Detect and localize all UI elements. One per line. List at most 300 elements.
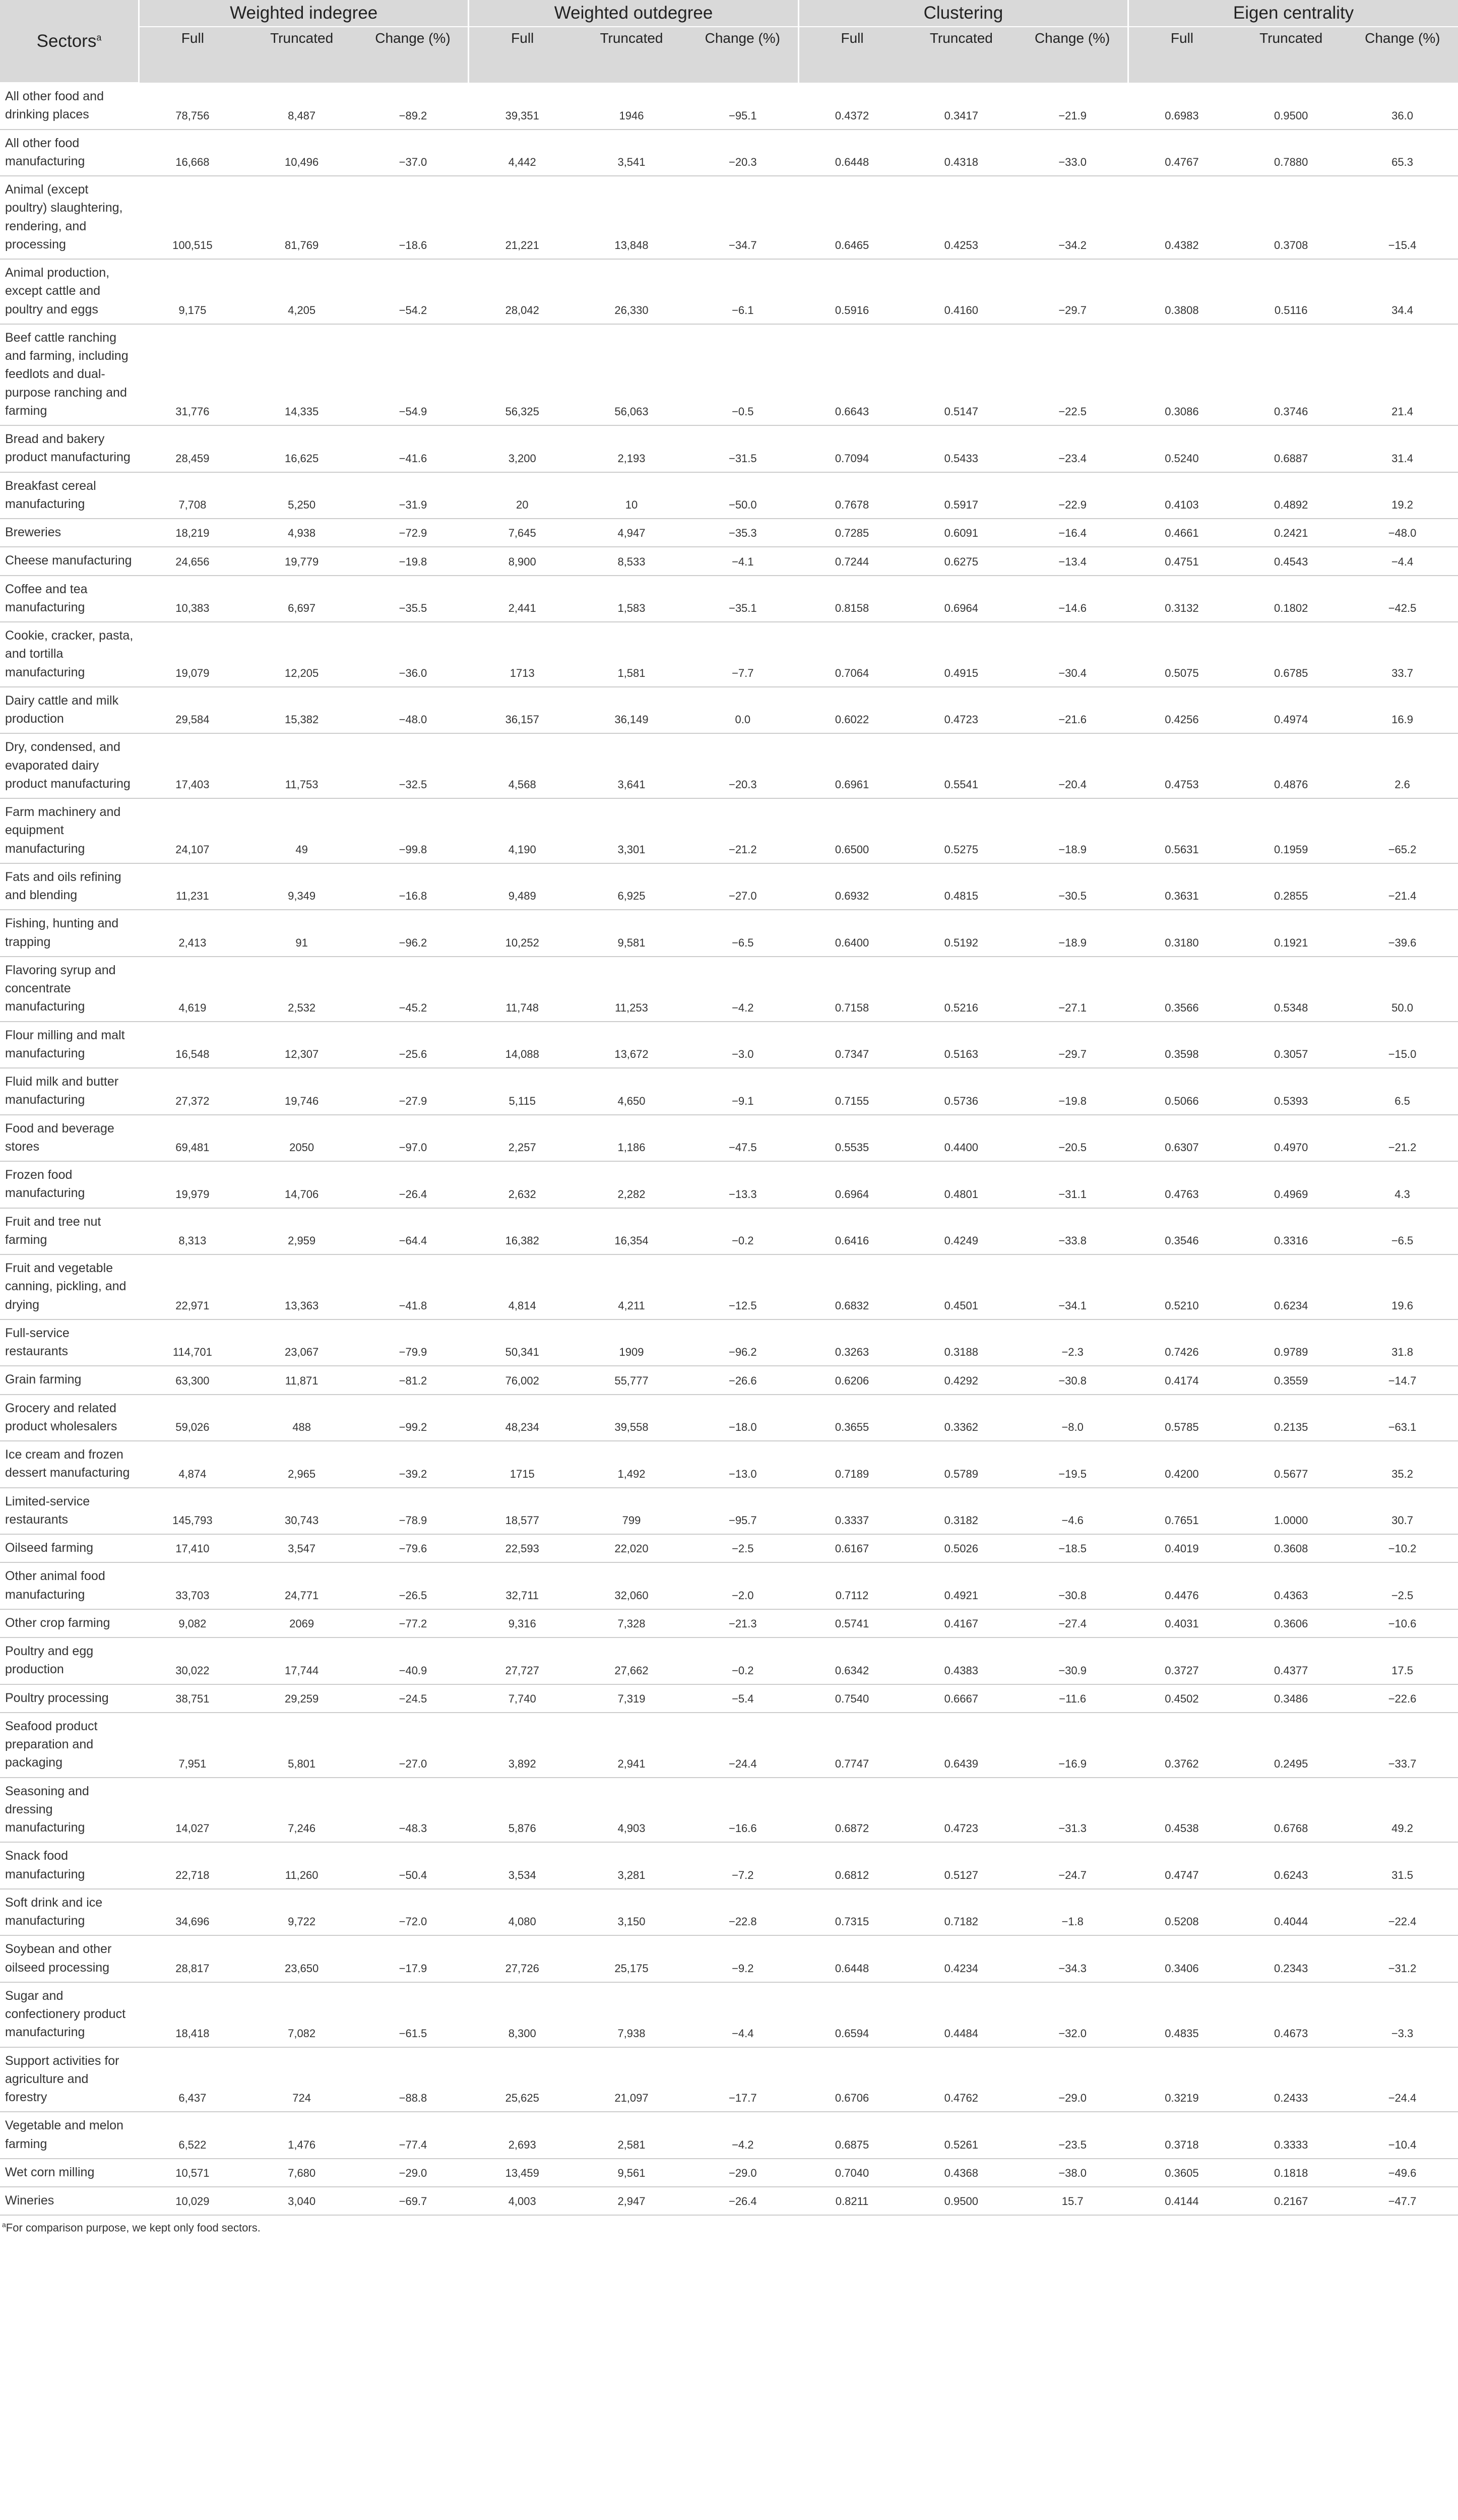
cell-eigen-full: 0.5208 — [1128, 1889, 1236, 1936]
cell-indegree-change: −89.2 — [357, 83, 469, 130]
cell-clustering-change: −18.9 — [1017, 910, 1128, 957]
cell-eigen-full: 0.4382 — [1128, 176, 1236, 259]
cell-outdegree-change: −35.1 — [687, 576, 798, 622]
cell-outdegree-full: 4,190 — [469, 798, 576, 863]
cell-clustering-truncated: 0.5789 — [906, 1441, 1017, 1488]
cell-indegree-full: 6,437 — [139, 2047, 246, 2112]
cell-clustering-change: −30.4 — [1017, 622, 1128, 687]
cell-outdegree-full: 2,257 — [469, 1115, 576, 1162]
cell-clustering-truncated: 0.4400 — [906, 1115, 1017, 1162]
table-row — [0, 622, 1458, 687]
cell-eigen-full: 0.3605 — [1128, 2159, 1236, 2187]
cell-clustering-full: 0.7155 — [798, 1068, 906, 1115]
cell-clustering-truncated: 0.3362 — [906, 1395, 1017, 1441]
cell-clustering-full: 0.6500 — [798, 798, 906, 863]
sector-name-cell: Bread and bakery product manufacturing — [0, 425, 139, 472]
cell-clustering-change: −22.9 — [1017, 472, 1128, 519]
cell-clustering-full: 0.3263 — [798, 1319, 906, 1366]
cell-eigen-truncated: 0.6785 — [1235, 622, 1347, 687]
cell-indegree-change: −96.2 — [357, 910, 469, 957]
cell-outdegree-full: 3,534 — [469, 1842, 576, 1889]
cell-clustering-truncated: 0.5736 — [906, 1068, 1017, 1115]
cell-indegree-truncated: 14,706 — [246, 1161, 357, 1208]
table-row — [0, 2159, 1458, 2187]
cell-eigen-change: −10.6 — [1347, 1609, 1458, 1637]
subheader-weighted-outdegree-full: Full — [469, 27, 576, 83]
cell-eigen-truncated: 0.2855 — [1235, 863, 1347, 910]
cell-clustering-full: 0.5535 — [798, 1115, 906, 1162]
cell-eigen-full: 0.4751 — [1128, 547, 1236, 575]
table-row — [0, 1609, 1458, 1637]
cell-indegree-full: 78,756 — [139, 83, 246, 130]
cell-clustering-change: −30.9 — [1017, 1637, 1128, 1684]
cell-outdegree-truncated: 2,581 — [576, 2112, 687, 2159]
cell-clustering-change: −23.4 — [1017, 425, 1128, 472]
cell-clustering-truncated: 0.4921 — [906, 1562, 1017, 1609]
cell-eigen-change: 16.9 — [1347, 687, 1458, 734]
cell-eigen-truncated: 0.6243 — [1235, 1842, 1347, 1889]
cell-clustering-change: −30.5 — [1017, 863, 1128, 910]
cell-indegree-change: −88.8 — [357, 2047, 469, 2112]
cell-eigen-change: 31.4 — [1347, 425, 1458, 472]
cell-eigen-change: 31.8 — [1347, 1319, 1458, 1366]
cell-clustering-full: 0.6022 — [798, 687, 906, 734]
cell-indegree-change: −39.2 — [357, 1441, 469, 1488]
table-row — [0, 472, 1458, 519]
cell-clustering-change: −4.6 — [1017, 1488, 1128, 1535]
table-row — [0, 1778, 1458, 1843]
cell-indegree-truncated: 2069 — [246, 1609, 357, 1637]
cell-clustering-full: 0.7158 — [798, 957, 906, 1022]
cell-outdegree-truncated: 1909 — [576, 1319, 687, 1366]
cell-indegree-change: −40.9 — [357, 1637, 469, 1684]
cell-indegree-full: 10,571 — [139, 2159, 246, 2187]
cell-indegree-change: −19.8 — [357, 547, 469, 575]
subheader-weighted-outdegree-change: Change (%) — [687, 27, 798, 83]
cell-eigen-full: 0.3406 — [1128, 1935, 1236, 1982]
cell-indegree-change: −77.4 — [357, 2112, 469, 2159]
cell-eigen-change: −15.0 — [1347, 1022, 1458, 1068]
footnote-text: For comparison purpose, we kept only food sectors. — [6, 2221, 261, 2234]
cell-indegree-change: −27.0 — [357, 1713, 469, 1778]
subheader-clustering-change: Change (%) — [1017, 27, 1128, 83]
cell-indegree-change: −26.5 — [357, 1562, 469, 1609]
cell-outdegree-change: −5.4 — [687, 1684, 798, 1713]
cell-clustering-truncated: 0.5275 — [906, 798, 1017, 863]
cell-clustering-full: 0.6706 — [798, 2047, 906, 2112]
cell-outdegree-change: −24.4 — [687, 1713, 798, 1778]
table-row — [0, 1441, 1458, 1488]
cell-clustering-truncated: 0.4383 — [906, 1637, 1017, 1684]
cell-eigen-truncated: 0.5116 — [1235, 259, 1347, 324]
cell-clustering-full: 0.3337 — [798, 1488, 906, 1535]
cell-indegree-change: −64.4 — [357, 1208, 469, 1255]
cell-eigen-full: 0.4747 — [1128, 1842, 1236, 1889]
sector-name-cell: Dry, condensed, and evaporated dairy product manufacturing — [0, 733, 139, 798]
cell-clustering-full: 0.6594 — [798, 1982, 906, 2047]
sector-name-cell: Breweries — [0, 519, 139, 547]
cell-indegree-truncated: 2,965 — [246, 1441, 357, 1488]
cell-indegree-change: −24.5 — [357, 1684, 469, 1713]
cell-clustering-truncated: 0.5541 — [906, 733, 1017, 798]
cell-eigen-full: 0.4476 — [1128, 1562, 1236, 1609]
cell-indegree-change: −50.4 — [357, 1842, 469, 1889]
cell-clustering-full: 0.7112 — [798, 1562, 906, 1609]
cell-outdegree-truncated: 1,186 — [576, 1115, 687, 1162]
cell-eigen-full: 0.4019 — [1128, 1534, 1236, 1562]
cell-indegree-full: 7,708 — [139, 472, 246, 519]
cell-outdegree-truncated: 8,533 — [576, 547, 687, 575]
cell-eigen-change: 34.4 — [1347, 259, 1458, 324]
cell-clustering-truncated: 0.5163 — [906, 1022, 1017, 1068]
cell-eigen-truncated: 0.4974 — [1235, 687, 1347, 734]
cell-indegree-truncated: 19,779 — [246, 547, 357, 575]
cell-eigen-full: 0.3598 — [1128, 1022, 1236, 1068]
cell-outdegree-full: 8,900 — [469, 547, 576, 575]
cell-indegree-change: −18.6 — [357, 176, 469, 259]
subheader-weighted-indegree-change: Change (%) — [357, 27, 469, 83]
cell-clustering-full: 0.6342 — [798, 1637, 906, 1684]
cell-indegree-full: 28,459 — [139, 425, 246, 472]
cell-indegree-full: 6,522 — [139, 2112, 246, 2159]
cell-clustering-change: −11.6 — [1017, 1684, 1128, 1713]
cell-indegree-truncated: 12,307 — [246, 1022, 357, 1068]
cell-clustering-truncated: 0.6964 — [906, 576, 1017, 622]
cell-outdegree-truncated: 3,150 — [576, 1889, 687, 1936]
cell-outdegree-change: −4.1 — [687, 547, 798, 575]
cell-indegree-full: 9,175 — [139, 259, 246, 324]
sectors-header-footnote-marker: a — [96, 32, 102, 42]
cell-clustering-truncated: 0.5216 — [906, 957, 1017, 1022]
cell-eigen-truncated: 0.3057 — [1235, 1022, 1347, 1068]
cell-eigen-truncated: 0.1959 — [1235, 798, 1347, 863]
table-row — [0, 863, 1458, 910]
cell-eigen-truncated: 0.4363 — [1235, 1562, 1347, 1609]
table-row — [0, 1115, 1458, 1162]
cell-outdegree-truncated: 56,063 — [576, 324, 687, 425]
cell-eigen-truncated: 0.5677 — [1235, 1441, 1347, 1488]
cell-eigen-change: −21.2 — [1347, 1115, 1458, 1162]
cell-clustering-change: −31.3 — [1017, 1778, 1128, 1843]
cell-outdegree-full: 48,234 — [469, 1395, 576, 1441]
cell-clustering-truncated: 0.4915 — [906, 622, 1017, 687]
cell-eigen-full: 0.4763 — [1128, 1161, 1236, 1208]
sector-name-cell: Fishing, hunting and trapping — [0, 910, 139, 957]
cell-indegree-full: 22,971 — [139, 1254, 246, 1319]
sector-name-cell: Sugar and confectionery product manufacturing — [0, 1982, 139, 2047]
cell-indegree-full: 18,219 — [139, 519, 246, 547]
cell-outdegree-change: −21.2 — [687, 798, 798, 863]
cell-eigen-full: 0.5066 — [1128, 1068, 1236, 1115]
cell-outdegree-truncated: 13,672 — [576, 1022, 687, 1068]
cell-indegree-full: 8,313 — [139, 1208, 246, 1255]
cell-clustering-truncated: 0.5917 — [906, 472, 1017, 519]
table-row — [0, 1319, 1458, 1366]
cell-eigen-truncated: 0.4044 — [1235, 1889, 1347, 1936]
subheader-eigen-centrality-truncated: Truncated — [1235, 27, 1347, 83]
cell-outdegree-change: −2.0 — [687, 1562, 798, 1609]
sectors-column-header — [0, 0, 139, 83]
cell-clustering-change: −2.3 — [1017, 1319, 1128, 1366]
cell-clustering-full: 0.6206 — [798, 1366, 906, 1394]
cell-eigen-change: −22.6 — [1347, 1684, 1458, 1713]
cell-eigen-change: −31.2 — [1347, 1935, 1458, 1982]
cell-eigen-full: 0.4753 — [1128, 733, 1236, 798]
cell-outdegree-change: −9.1 — [687, 1068, 798, 1115]
cell-outdegree-full: 9,316 — [469, 1609, 576, 1637]
cell-outdegree-full: 20 — [469, 472, 576, 519]
cell-eigen-truncated: 0.3486 — [1235, 1684, 1347, 1713]
cell-outdegree-change: −96.2 — [687, 1319, 798, 1366]
table-row — [0, 1889, 1458, 1936]
cell-eigen-full: 0.4661 — [1128, 519, 1236, 547]
cell-eigen-truncated: 0.2343 — [1235, 1935, 1347, 1982]
cell-eigen-change: −10.2 — [1347, 1534, 1458, 1562]
cell-indegree-truncated: 7,680 — [246, 2159, 357, 2187]
table-row — [0, 2047, 1458, 2112]
cell-clustering-full: 0.6875 — [798, 2112, 906, 2159]
cell-outdegree-truncated: 2,282 — [576, 1161, 687, 1208]
cell-eigen-change: −47.7 — [1347, 2187, 1458, 2215]
cell-indegree-change: −77.2 — [357, 1609, 469, 1637]
table-row — [0, 1488, 1458, 1535]
sector-name-cell: Seafood product preparation and packaging — [0, 1713, 139, 1778]
cell-indegree-full: 33,703 — [139, 1562, 246, 1609]
cell-eigen-truncated: 0.2495 — [1235, 1713, 1347, 1778]
subheader-weighted-indegree-truncated: Truncated — [246, 27, 357, 83]
cell-clustering-full: 0.6416 — [798, 1208, 906, 1255]
table-row — [0, 83, 1458, 130]
cell-indegree-truncated: 19,746 — [246, 1068, 357, 1115]
sector-name-cell: Fluid milk and butter manufacturing — [0, 1068, 139, 1115]
cell-indegree-change: −48.3 — [357, 1778, 469, 1843]
cell-outdegree-full: 14,088 — [469, 1022, 576, 1068]
sector-name-cell: Limited-service restaurants — [0, 1488, 139, 1535]
cell-indegree-truncated: 4,938 — [246, 519, 357, 547]
cell-indegree-truncated: 8,487 — [246, 83, 357, 130]
cell-eigen-full: 0.3631 — [1128, 863, 1236, 910]
table-row — [0, 2187, 1458, 2215]
cell-indegree-truncated: 488 — [246, 1395, 357, 1441]
cell-indegree-truncated: 29,259 — [246, 1684, 357, 1713]
table-row — [0, 324, 1458, 425]
group-header-weighted-indegree: Weighted indegree — [139, 0, 469, 27]
cell-clustering-truncated: 0.3182 — [906, 1488, 1017, 1535]
cell-indegree-full: 28,817 — [139, 1935, 246, 1982]
cell-indegree-change: −31.9 — [357, 472, 469, 519]
cell-eigen-change: −39.6 — [1347, 910, 1458, 957]
cell-eigen-truncated: 0.3333 — [1235, 2112, 1347, 2159]
sector-name-cell: Coffee and tea manufacturing — [0, 576, 139, 622]
cell-eigen-truncated: 0.2433 — [1235, 2047, 1347, 2112]
cell-clustering-full: 0.7189 — [798, 1441, 906, 1488]
cell-clustering-truncated: 0.4368 — [906, 2159, 1017, 2187]
cell-outdegree-truncated: 13,848 — [576, 176, 687, 259]
cell-outdegree-full: 56,325 — [469, 324, 576, 425]
cell-eigen-truncated: 0.3316 — [1235, 1208, 1347, 1255]
cell-outdegree-change: −13.0 — [687, 1441, 798, 1488]
cell-clustering-full: 0.7315 — [798, 1889, 906, 1936]
cell-indegree-change: −72.0 — [357, 1889, 469, 1936]
cell-eigen-full: 0.4103 — [1128, 472, 1236, 519]
cell-eigen-full: 0.3566 — [1128, 957, 1236, 1022]
cell-eigen-truncated: 0.3708 — [1235, 176, 1347, 259]
cell-outdegree-truncated: 7,319 — [576, 1684, 687, 1713]
cell-clustering-truncated: 0.4318 — [906, 130, 1017, 176]
cell-indegree-change: −54.2 — [357, 259, 469, 324]
cell-indegree-full: 22,718 — [139, 1842, 246, 1889]
sector-name-cell: Beef cattle ranching and farming, including feedlots and dual-purpose ranching and farming — [0, 324, 139, 425]
cell-clustering-full: 0.7540 — [798, 1684, 906, 1713]
cell-outdegree-change: −20.3 — [687, 733, 798, 798]
cell-outdegree-full: 4,814 — [469, 1254, 576, 1319]
cell-indegree-change: −41.8 — [357, 1254, 469, 1319]
cell-indegree-change: −69.7 — [357, 2187, 469, 2215]
sector-name-cell: Cheese manufacturing — [0, 547, 139, 575]
cell-clustering-change: −19.5 — [1017, 1441, 1128, 1488]
cell-eigen-truncated: 0.5348 — [1235, 957, 1347, 1022]
cell-outdegree-change: −35.3 — [687, 519, 798, 547]
cell-clustering-full: 0.5916 — [798, 259, 906, 324]
cell-indegree-full: 4,619 — [139, 957, 246, 1022]
sector-name-cell: Dairy cattle and milk production — [0, 687, 139, 734]
cell-clustering-full: 0.8211 — [798, 2187, 906, 2215]
cell-outdegree-full: 13,459 — [469, 2159, 576, 2187]
cell-outdegree-truncated: 7,938 — [576, 1982, 687, 2047]
cell-clustering-full: 0.6872 — [798, 1778, 906, 1843]
cell-eigen-change: 30.7 — [1347, 1488, 1458, 1535]
cell-indegree-full: 4,874 — [139, 1441, 246, 1488]
cell-outdegree-change: −4.4 — [687, 1982, 798, 2047]
cell-indegree-change: −29.0 — [357, 2159, 469, 2187]
cell-clustering-truncated: 0.4167 — [906, 1609, 1017, 1637]
cell-clustering-change: −8.0 — [1017, 1395, 1128, 1441]
cell-clustering-change: −16.4 — [1017, 519, 1128, 547]
cell-outdegree-truncated: 4,947 — [576, 519, 687, 547]
cell-outdegree-full: 2,632 — [469, 1161, 576, 1208]
sector-name-cell: Animal production, except cattle and poultry and eggs — [0, 259, 139, 324]
cell-indegree-change: −61.5 — [357, 1982, 469, 2047]
cell-eigen-full: 0.4144 — [1128, 2187, 1236, 2215]
cell-outdegree-truncated: 10 — [576, 472, 687, 519]
cell-outdegree-full: 32,711 — [469, 1562, 576, 1609]
cell-outdegree-truncated: 4,903 — [576, 1778, 687, 1843]
cell-outdegree-full: 21,221 — [469, 176, 576, 259]
cell-eigen-full: 0.5075 — [1128, 622, 1236, 687]
table-row — [0, 1366, 1458, 1394]
cell-clustering-change: −29.7 — [1017, 1022, 1128, 1068]
cell-indegree-full: 114,701 — [139, 1319, 246, 1366]
cell-outdegree-change: −2.5 — [687, 1534, 798, 1562]
cell-outdegree-full: 3,200 — [469, 425, 576, 472]
cell-indegree-full: 29,584 — [139, 687, 246, 734]
cell-indegree-change: −97.0 — [357, 1115, 469, 1162]
cell-outdegree-full: 28,042 — [469, 259, 576, 324]
group-header-row — [0, 0, 1458, 27]
cell-indegree-truncated: 16,625 — [246, 425, 357, 472]
cell-eigen-truncated: 0.6768 — [1235, 1778, 1347, 1843]
sector-name-cell: Grain farming — [0, 1366, 139, 1394]
cell-outdegree-change: −6.1 — [687, 259, 798, 324]
table-row — [0, 1982, 1458, 2047]
cell-eigen-change: 6.5 — [1347, 1068, 1458, 1115]
cell-eigen-truncated: 0.2421 — [1235, 519, 1347, 547]
cell-eigen-truncated: 0.5393 — [1235, 1068, 1347, 1115]
cell-outdegree-change: −34.7 — [687, 176, 798, 259]
cell-indegree-change: −25.6 — [357, 1022, 469, 1068]
cell-outdegree-full: 3,892 — [469, 1713, 576, 1778]
cell-eigen-truncated: 0.4673 — [1235, 1982, 1347, 2047]
cell-clustering-truncated: 0.6667 — [906, 1684, 1017, 1713]
cell-outdegree-change: −18.0 — [687, 1395, 798, 1441]
cell-clustering-change: −29.7 — [1017, 259, 1128, 324]
table-row — [0, 1935, 1458, 1982]
cell-indegree-change: −72.9 — [357, 519, 469, 547]
footnote-marker: a — [2, 2221, 6, 2229]
cell-outdegree-truncated: 3,541 — [576, 130, 687, 176]
cell-clustering-truncated: 0.5433 — [906, 425, 1017, 472]
cell-indegree-full: 10,383 — [139, 576, 246, 622]
cell-indegree-truncated: 14,335 — [246, 324, 357, 425]
cell-eigen-change: −63.1 — [1347, 1395, 1458, 1441]
cell-eigen-change: −42.5 — [1347, 576, 1458, 622]
cell-outdegree-change: −7.2 — [687, 1842, 798, 1889]
subheader-clustering-full: Full — [798, 27, 906, 83]
cell-eigen-truncated: 0.1921 — [1235, 910, 1347, 957]
sector-name-cell: Flour milling and malt manufacturing — [0, 1022, 139, 1068]
table-row — [0, 259, 1458, 324]
sector-name-cell: Fruit and tree nut farming — [0, 1208, 139, 1255]
sector-name-cell: Full-service restaurants — [0, 1319, 139, 1366]
cell-outdegree-truncated: 9,561 — [576, 2159, 687, 2187]
cell-clustering-full: 0.6832 — [798, 1254, 906, 1319]
cell-eigen-change: 65.3 — [1347, 130, 1458, 176]
cell-outdegree-truncated: 2,947 — [576, 2187, 687, 2215]
cell-outdegree-full: 4,080 — [469, 1889, 576, 1936]
cell-eigen-change: −65.2 — [1347, 798, 1458, 863]
cell-eigen-truncated: 0.1802 — [1235, 576, 1347, 622]
cell-clustering-truncated: 0.4292 — [906, 1366, 1017, 1394]
sub-header-row — [0, 27, 1458, 83]
sector-name-cell: Support activities for agriculture and forestry — [0, 2047, 139, 2112]
cell-outdegree-truncated: 39,558 — [576, 1395, 687, 1441]
cell-outdegree-truncated: 1946 — [576, 83, 687, 130]
cell-eigen-change: −15.4 — [1347, 176, 1458, 259]
cell-indegree-change: −79.9 — [357, 1319, 469, 1366]
sector-name-cell: Other animal food manufacturing — [0, 1562, 139, 1609]
cell-clustering-truncated: 0.4249 — [906, 1208, 1017, 1255]
cell-indegree-truncated: 23,650 — [246, 1935, 357, 1982]
cell-outdegree-full: 7,740 — [469, 1684, 576, 1713]
table-row — [0, 1842, 1458, 1889]
cell-outdegree-change: −20.3 — [687, 130, 798, 176]
cell-eigen-truncated: 0.4377 — [1235, 1637, 1347, 1684]
cell-indegree-truncated: 3,547 — [246, 1534, 357, 1562]
cell-indegree-truncated: 12,205 — [246, 622, 357, 687]
cell-outdegree-change: −0.2 — [687, 1208, 798, 1255]
cell-indegree-change: −48.0 — [357, 687, 469, 734]
cell-eigen-change: 21.4 — [1347, 324, 1458, 425]
cell-eigen-change: 4.3 — [1347, 1161, 1458, 1208]
cell-clustering-truncated: 0.6091 — [906, 519, 1017, 547]
subheader-weighted-outdegree-truncated: Truncated — [576, 27, 687, 83]
cell-indegree-full: 31,776 — [139, 324, 246, 425]
cell-outdegree-truncated: 1,583 — [576, 576, 687, 622]
sector-name-cell: Wineries — [0, 2187, 139, 2215]
cell-outdegree-full: 4,003 — [469, 2187, 576, 2215]
sector-name-cell: Wet corn milling — [0, 2159, 139, 2187]
cell-outdegree-change: −9.2 — [687, 1935, 798, 1982]
